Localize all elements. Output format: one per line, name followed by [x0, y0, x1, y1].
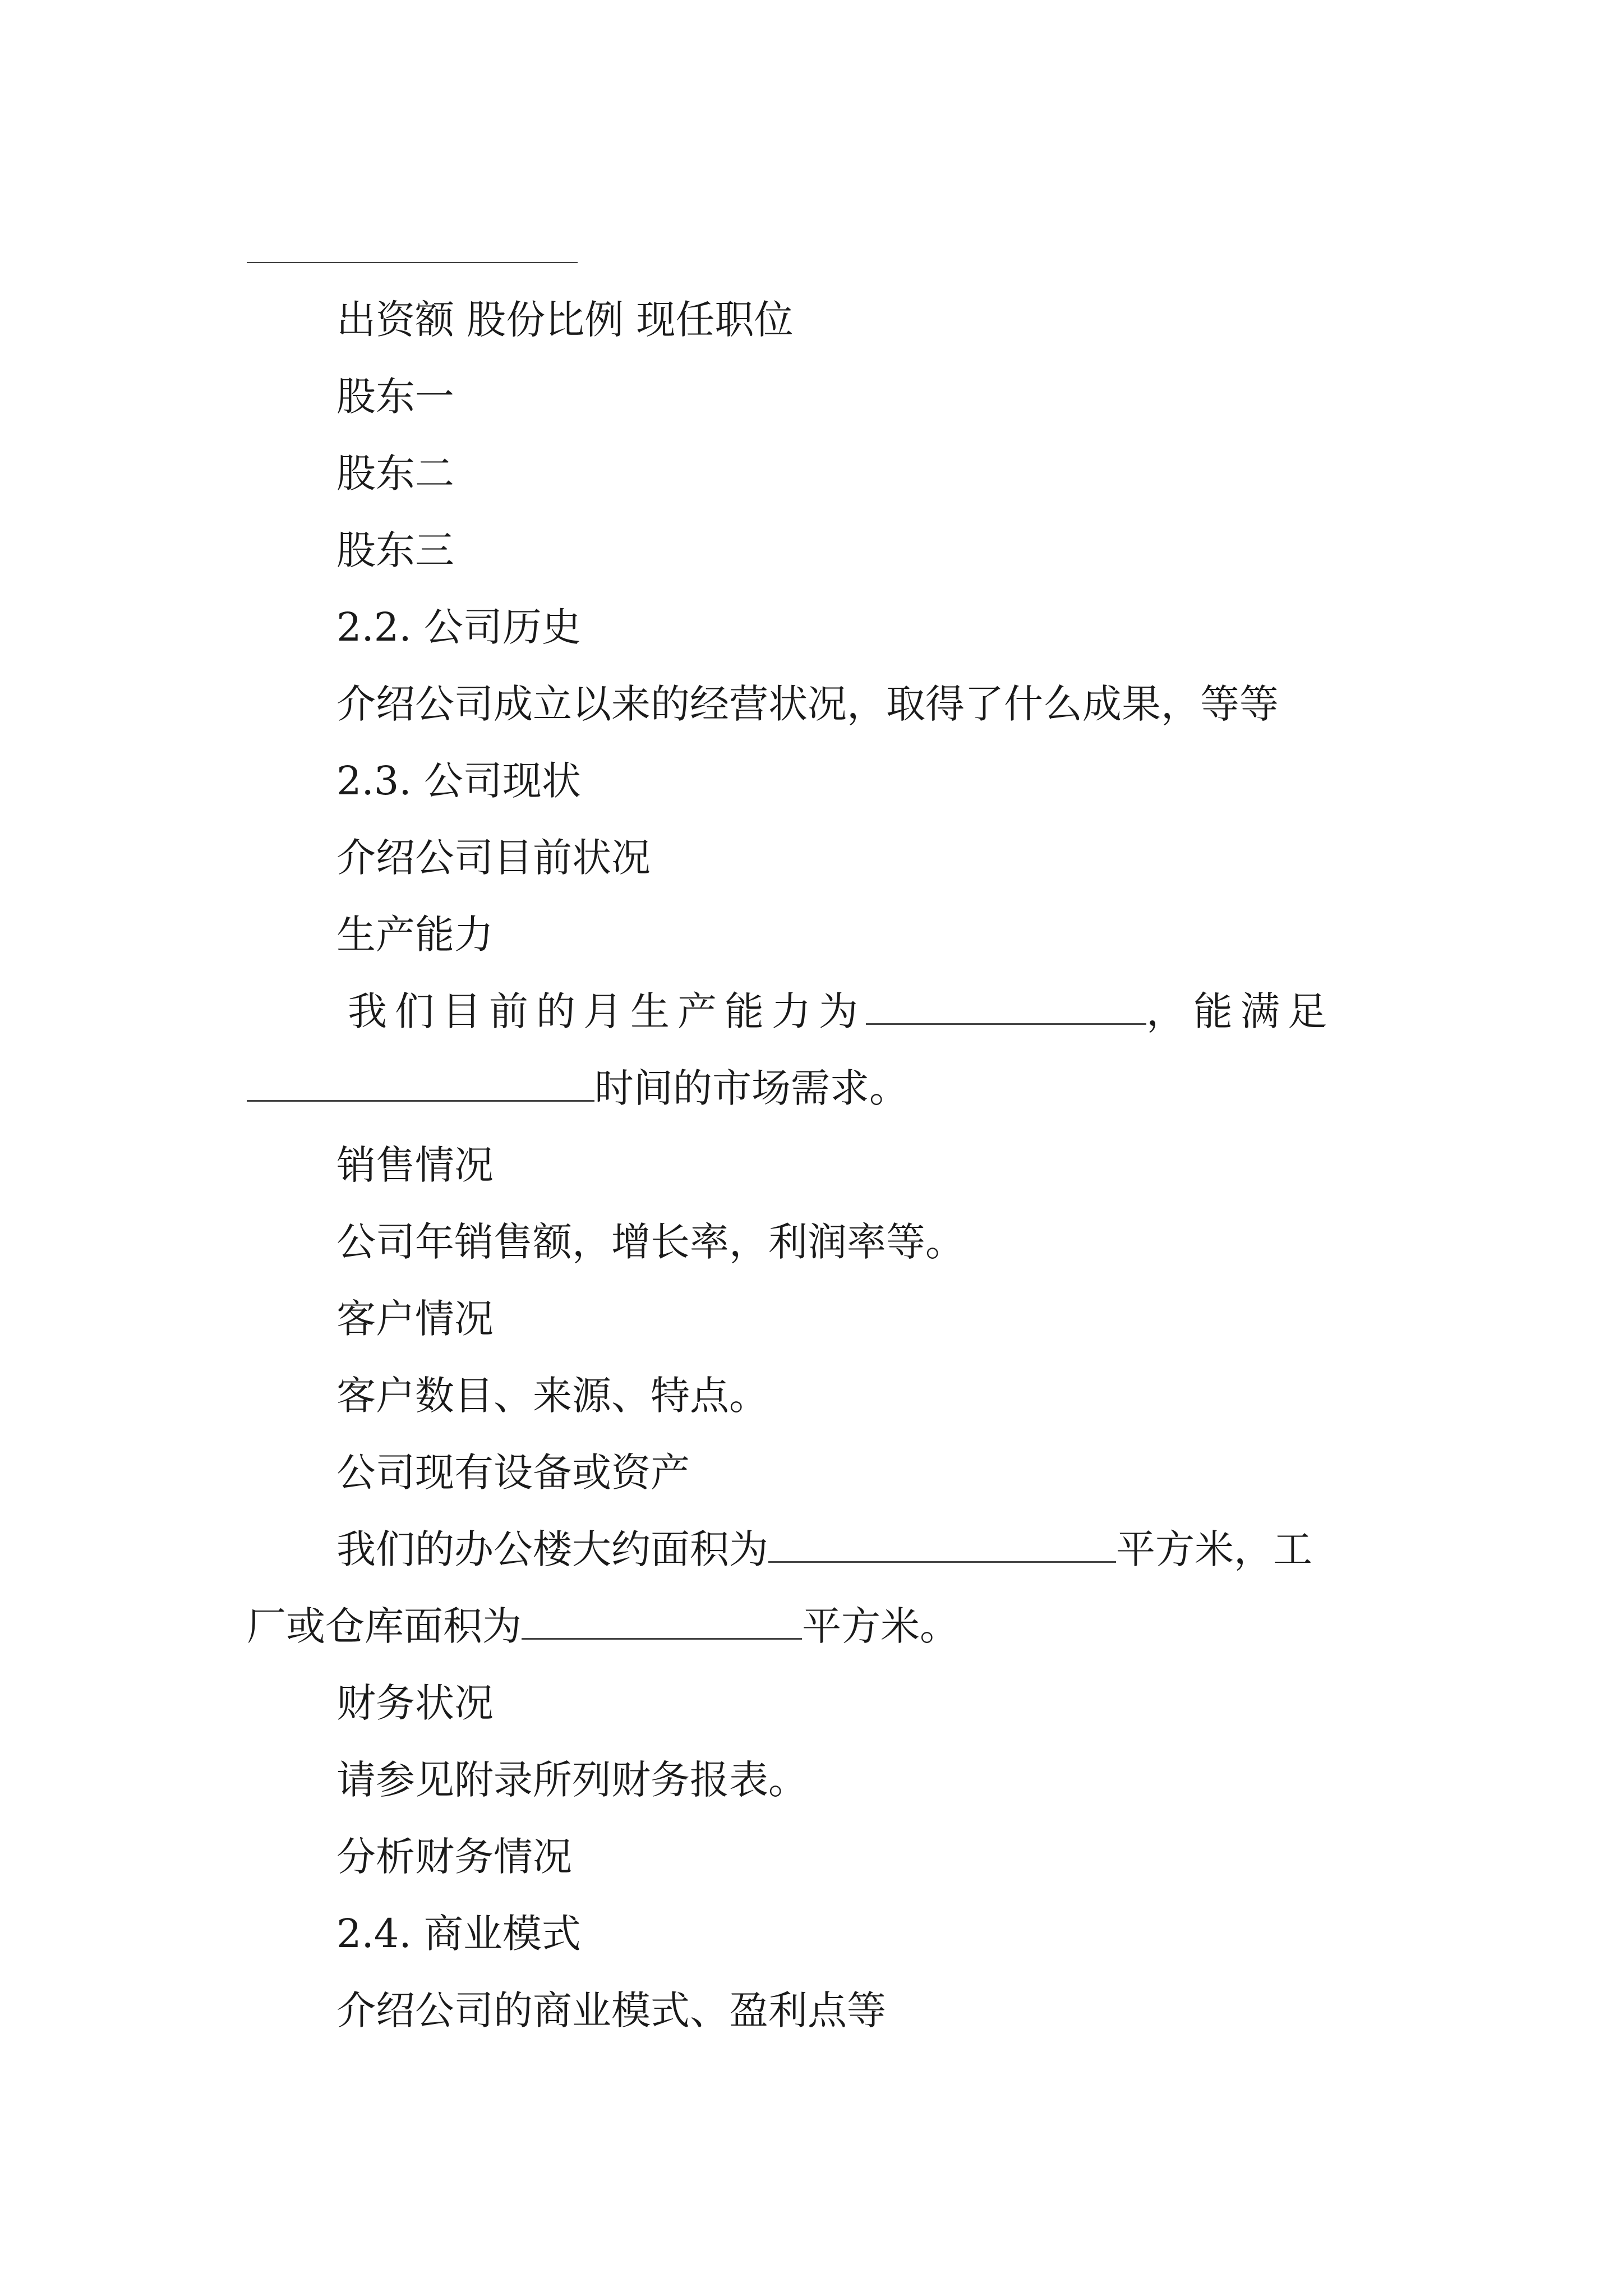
office-area-blank[interactable]: [768, 1522, 1116, 1563]
warehouse-area-blank[interactable]: [522, 1599, 802, 1640]
production-capacity-text-b: ，能满足: [1146, 988, 1335, 1034]
assets-text-a: 我们的办公楼大约面积为: [336, 1526, 768, 1572]
subheading-production-capacity: 生产能力: [336, 912, 494, 958]
shareholder-2: 股东二: [336, 450, 454, 496]
shareholder-3: 股东三: [336, 527, 454, 573]
assets-line-2: [0, 1598, 1623, 1654]
market-time-blank[interactable]: [247, 1061, 594, 1102]
assets-line-1: [0, 1521, 1623, 1577]
top-rule: [247, 262, 578, 263]
monthly-capacity-blank[interactable]: [866, 984, 1146, 1025]
subheading-equipment-assets: 公司现有设备或资产: [336, 1450, 690, 1496]
section-heading-business-model: 2.4. 商业模式: [336, 1911, 581, 1957]
shareholder-1: 股东一: [336, 374, 454, 420]
subheading-sales: 销售情况: [336, 1142, 494, 1188]
customers-text: 客户数目、来源、特点。: [336, 1373, 768, 1419]
company-history-text: 介绍公司成立以来的经营状况，取得了什么成果，等等: [336, 681, 1279, 727]
subheading-customers: 客户情况: [336, 1296, 494, 1342]
financial-status-text: 请参见附录所列财务报表。: [336, 1757, 808, 1803]
section-heading-company-status: 2.3. 公司现状: [336, 758, 581, 804]
production-capacity-line-2: [0, 1060, 1623, 1116]
financial-analysis-text: 分析财务情况: [336, 1834, 572, 1880]
production-capacity-text-c: 时间的市场需求。: [594, 1065, 909, 1111]
sales-text: 公司年销售额，增长率，利润率等。: [336, 1219, 965, 1265]
section-heading-company-history: 2.2. 公司历史: [336, 604, 581, 650]
company-status-text: 介绍公司目前状况: [336, 835, 651, 881]
business-model-text: 介绍公司的商业模式、盈利点等: [336, 1987, 886, 2033]
assets-text-d: 平方米。: [802, 1603, 959, 1649]
production-capacity-text-a: 我们目前的月生产能力为: [348, 988, 866, 1034]
assets-text-b: 平方米，工: [1116, 1526, 1312, 1572]
production-capacity-line-1: [0, 983, 1623, 1039]
subheading-financial-status: 财务状况: [336, 1680, 494, 1726]
assets-text-c: 厂或仓库面积为: [247, 1603, 522, 1649]
shareholder-table-header: 出资额 股份比例 现任职位: [336, 297, 794, 343]
